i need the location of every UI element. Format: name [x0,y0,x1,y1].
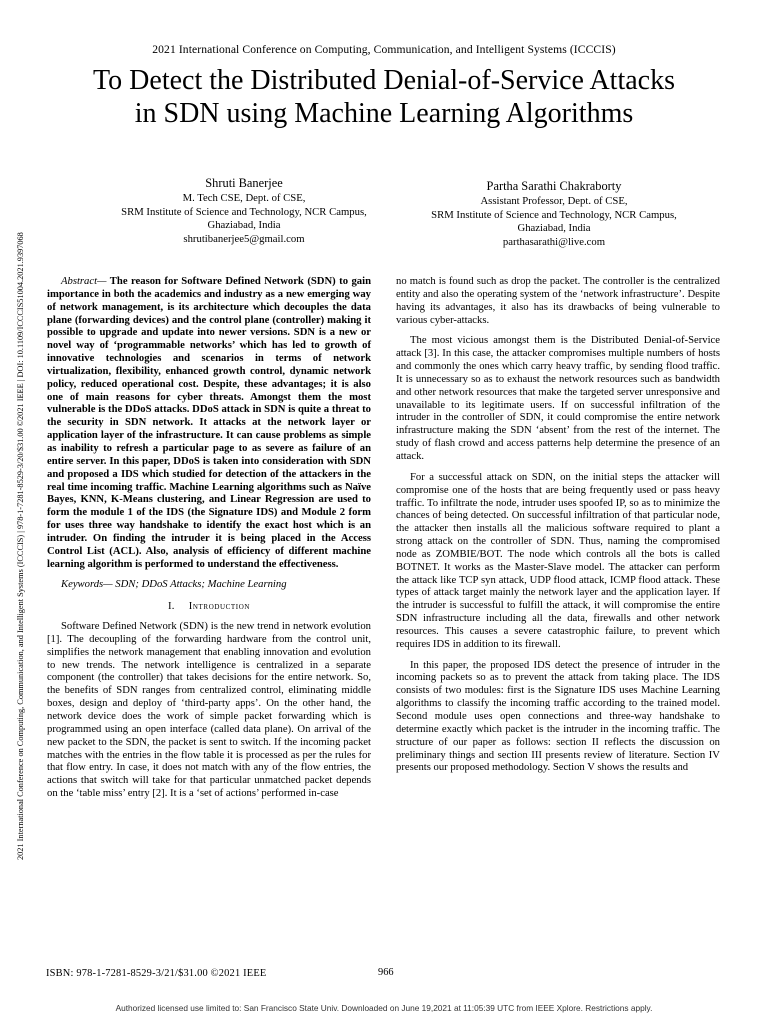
side-identifier [14,140,34,860]
intro-paragraph: Software Defined Network (SDN) is the new trend in network evolution [1]. The decoupling of the forwarding hardware from the control unit, simplifies the network management that enabling innovation and evolution to new trends. The network intelligence is centralized in a separate component (the controller) that takes decisions for the entire network. So, the benefits of SDN ranges from centralized control, eliminating middle boxes, design and deploy of ‘third-party apps’. On the other hand, the network device does the work of simple packet forwarding which is programmed using an open interface (called data plane). On arrival of the new packet to the SDN, the packet is sent to switch. If the incoming packet matches with the entries in the flow table it is processed as per the rules for that flow entry. In case, it does not match with any of the flow entries, the actions that switch will take for that particular unmatched packet depends on the ‘table miss’ entry [2]. It is a ‘set of actions’ performed in-case [47,621,371,800]
paper-title [40,64,728,130]
title-line-1: To Detect the Distributed Denial-of-Service Attacks [93,65,675,96]
author-affiliation-line: Ghaziabad, India [207,219,281,232]
body-paragraph: The most vicious amongst them is the Distributed Denial-of-Service attack [3]. In this case, the attacker compromises multiple numbers of hosts and commonly the ones which carry heavy traffic, by sending flood traffic. It is unnecessary so as to exhaust the network resources such as bandwidth and other network resources that make the targeted server unresponsive and unavailable to its legitimate users. If on successful infiltration of the intruder in the controller of SDN, it could compromise the entire network infrastructure making the SDN ‘absent’ from the rest of the internet. The study of flash crowd and access patterns help determine the presence of an attack. [396,335,720,462]
body-paragraph: no match is found such as drop the packet. The controller is the centralized entity and also the operating system of the ‘network infrastructure’. Despite having its advantages, it also has its drawbacks of being vulnerable to various cyber-attacks. [396,276,720,326]
author-name: Shruti Banerjee [205,176,283,190]
author-affiliation-line: Assistant Professor, Dept. of CSE, [480,195,628,207]
author-1 [108,174,380,246]
section-title: Introduction [188,601,251,613]
section-number: I. [167,601,175,613]
side-identifier-text: 2021 International Conference on Computing, Communication, and Intelligent Systems (ICCCIS) | 978-1-7281-8529-3/20/$31.00 ©2021 IEEE | DOI: 10.1109/ICCCIS51004.2021.9397068 [16,232,25,860]
section-heading [47,601,371,614]
body-paragraph: For a successful attack on SDN, on the initial steps the attacker will compromise one of the hosts that are being frequently used or pass heavy traffic. To infiltrate the node, intruder uses spoofed IP, so as to minimize the chances of being detected. On successful infiltration of that particular node, the attacker then installs all the malicious software required to plant a strong attack on the controller of SDN. Thus, naming the compromised node as ZOMBIE/BOT. The node which controls all the bots is called BOTNET. It works as the Master-Slave model. The attacker can perform the attack like TCP syn attack, UDP flood attack, ICMP flood attack. These types of attack target mainly the network layer and the application layer. If the intruder is successful to fulfill the attack, it will compromise the entire SDN infrastructure including all the data, firewalls and other network resources. This causes a severe catastrophic failure, to prevent which requires IDS in addition to its firewall. [396,471,720,650]
abstract [47,276,371,571]
author-2 [404,177,704,249]
author-email: parthasarathi@live.com [502,235,606,248]
keywords [47,579,371,592]
page-number: 966 [378,967,394,978]
author-affiliation-line: SRM Institute of Science and Technology, NCR Campus, [121,205,367,218]
body-paragraph: In this paper, the proposed IDS detect the presence of intruder in the incoming packets so as to prevent the attack from taking place. The IDS consists of two modules: first is the Signature IDS uses Machine Learning algorithms to classify the incoming traffic according to the trained model. Second module uses open connections and three-way handshake to determine exactly which packet is the intruder in the incoming traffic. The structure of our paper as follows: section II reflects the discussion on preliminary things and section III presents review of literature. Section IV presents our proposed methodology. Section V shows the results and [396,659,720,774]
title-line-2: in SDN using Machine Learning Algorithms [134,98,634,129]
abstract-body: The reason for Software Defined Network (SDN) to gain importance in both the academics and industry as a new emerging way of network management, is its architecture which decouples the data plane (forwarding devices) and the control plane (controller) making it possible to upgrade and update into newer versions. SDN is a new or novel way of ‘programmable networks’ which has led to growth of innovative technologies and scenarios in terms of network virtualization, flexibility, enhanced growth control, dynamic network policy, reduced operational cost. Despite, these advantages; it is also one of main reasons for cyber threats. Amongst them the most vulnerable is the DDoS attacks. DDoS attack in SDN is quite a threat to the security in SDN network. It attacks at the network layer or application layer of the infrastructure. It can cause problems as simple as inability to refresh a particular page to as severe as failure of an entire server. In this paper, DDoS is taken into consideration with SDN and proposed a IDS which studied for detection of the attackers in the real time incoming traffic. Machine Learning algorithms such as Naïve Bayes, KNN, K-Means clustering, and Linear Regression are used to form the module 1 of the IDS (the Signature IDS) and Module 2 form for uses three way handshake to identify the exact host which is an intruder. On finding the intruder it is being placed in the Access Control List (ACL). Also, analysis of efficiency of different machine learning algorithm is performed to understand the effectiveness. [47,276,371,570]
author-affiliation-line: SRM Institute of Science and Technology, NCR Campus, [431,208,677,221]
license-notice: Authorized licensed use limited to: San Francisco State Univ. Downloaded on June 19,2021 at 11:05:39 UTC from IEEE Xplore. Restrictions apply. [115,1003,653,1013]
author-affiliation-line: M. Tech CSE, Dept. of CSE, [182,192,306,204]
author-name: Partha Sarathi Chakraborty [486,179,622,193]
keywords-body: SDN; DDoS Attacks; Machine Learning [112,579,287,591]
left-column [47,276,371,801]
author-email: shrutibanerjee5@gmail.com [183,232,305,245]
right-column [396,276,720,775]
abstract-lead: Abstract— [61,276,107,287]
keywords-lead: Keywords— [61,579,113,591]
conference-header: 2021 International Conference on Computing, Communication, and Intelligent Systems (ICCCIS) [152,43,616,56]
footer-isbn: ISBN: 978-1-7281-8529-3/21/$31.00 ©2021 IEEE [46,968,267,979]
author-affiliation-line: Ghaziabad, India [517,222,591,235]
